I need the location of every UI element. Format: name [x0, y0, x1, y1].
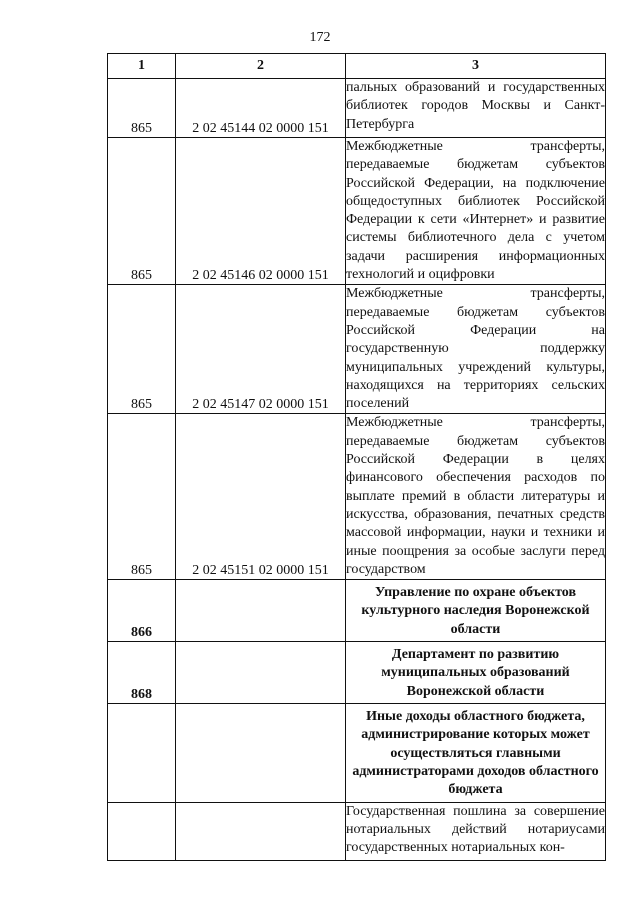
description-cell: Межбюджетные трансферты, передаваемые бюджетам субъектов Российской Федерации на государственную поддержку муниципальных учреждений культуры, находящихся на территориях сельских поселений — [346, 285, 606, 414]
revenue-code-cell: 2 02 45144 02 0000 151 — [176, 79, 346, 138]
description-cell: Межбюджетные трансферты, передаваемые бюджетам субъектов Российской Федерации в целях финансового обеспечения расходов по выплате премий в области литературы и искусства, образования, печатных средств массовой информации, науки и техники и иные поощрения за особые заслуги перед государством — [346, 414, 606, 580]
revenue-code-cell — [176, 580, 346, 642]
revenue-code-cell — [176, 642, 346, 704]
admin-code-cell: 866 — [108, 580, 176, 642]
table-row — [108, 285, 606, 414]
column-header-description: 3 — [346, 54, 606, 79]
section-heading-cell: Иные доходы областного бюджета, администрирование которых может осуществляться главными администраторами доходов областного бюджета — [346, 704, 606, 802]
column-header-admin: 1 — [108, 54, 176, 79]
admin-code-cell — [108, 802, 176, 860]
header-row — [108, 54, 606, 79]
table-row — [108, 704, 606, 802]
admin-code-cell: 868 — [108, 642, 176, 704]
table-row — [108, 802, 606, 860]
table-row — [108, 138, 606, 285]
admin-code-cell: 865 — [108, 79, 176, 138]
table-row — [108, 414, 606, 580]
revenue-classification-table — [107, 53, 606, 861]
table-row — [108, 580, 606, 642]
table-row — [108, 642, 606, 704]
description-cell: пальных образований и государственных библиотек городов Москвы и Санкт-Петербурга — [346, 79, 606, 138]
admin-code-cell — [108, 704, 176, 802]
table-row — [108, 79, 606, 138]
section-heading-cell: Департамент по развитию муниципальных образований Воронежской области — [346, 642, 606, 704]
revenue-code-cell: 2 02 45146 02 0000 151 — [176, 138, 346, 285]
admin-code-cell: 865 — [108, 138, 176, 285]
description-cell: Государственная пошлина за совершение нотариальных действий нотариусами государственных нотариальных кон- — [346, 802, 606, 860]
revenue-code-cell — [176, 704, 346, 802]
section-heading-cell: Управление по охране объектов культурного наследия Воронежской области — [346, 580, 606, 642]
admin-code-cell: 865 — [108, 285, 176, 414]
description-cell: Межбюджетные трансферты, передаваемые бюджетам субъектов Российской Федерации, на подключение общедоступных библиотек Российской Федерации к сети «Интернет» и развитие системы библиотечного дела с учетом задачи расширения информационных технологий и оцифровки — [346, 138, 606, 285]
admin-code-cell: 865 — [108, 414, 176, 580]
column-header-code: 2 — [176, 54, 346, 79]
page-number: 172 — [309, 30, 331, 45]
revenue-code-cell: 2 02 45147 02 0000 151 — [176, 285, 346, 414]
revenue-code-cell — [176, 802, 346, 860]
revenue-code-cell: 2 02 45151 02 0000 151 — [176, 414, 346, 580]
